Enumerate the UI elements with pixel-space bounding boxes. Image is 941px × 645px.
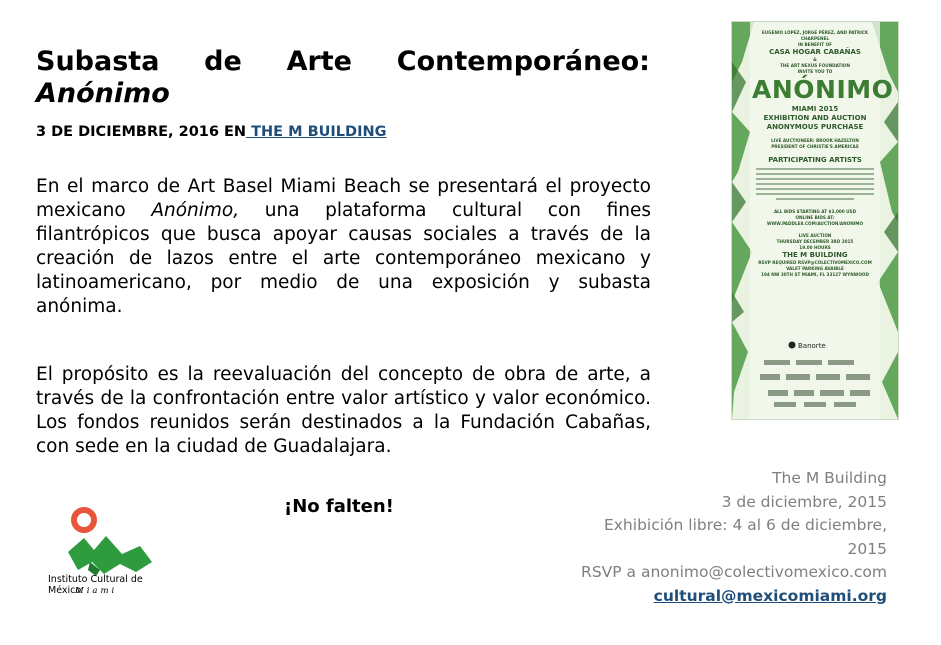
poster-online: ONLINE BIDS AT: <box>795 215 835 220</box>
poster-building: THE M BUILDING <box>782 251 848 259</box>
poster-hosts: EUGENIO LÓPEZ, JORGE PÉREZ, AND PATRICK CHARPENEL <box>761 30 869 41</box>
intro-text-start: En el marco de Art Basel Miami Beach se presentará el proyecto mexicano <box>36 176 651 221</box>
info-rsvp: RSVP a anonimo@colectivomexico.com <box>581 563 887 581</box>
poster-time: 19.00 HOURS <box>799 245 831 250</box>
contact-email-link[interactable]: cultural@mexicomiami.org <box>653 586 887 605</box>
info-date: 3 de diciembre, 2015 <box>721 492 887 511</box>
event-poster <box>731 21 899 420</box>
poster-president: PRESIDENT OF CHRISTIE'S AMERICAS <box>771 144 859 149</box>
call-to-action: ¡No falten! <box>284 496 394 517</box>
poster-thursday: THURSDAY DECEMBER 3RD 2015 <box>776 239 854 244</box>
title-line-2: Anónimo <box>36 78 170 109</box>
poster-valet: VALET PARKING AVAIBLE <box>786 266 844 271</box>
title-line-1 <box>36 46 650 78</box>
title-word: Contemporáneo: <box>396 46 650 77</box>
intro-text-end: una plataforma cultural con fines filantrópicos que busca apoyar causas sociales a través de la creación de lazos entre el arte contemporáneo mexicano y latinoamericano, por medio de una exposición y subasta anónima. <box>36 200 651 317</box>
intro-italic-name: Anónimo, <box>151 200 240 221</box>
poster-amp: & <box>813 57 817 62</box>
poster-rsvp: RSVP REQUIRED RSVP@COLECTIVOMEXICO.COM <box>758 260 872 265</box>
info-exhibition: Exhibición libre: 4 al 6 de diciembre, <box>603 516 887 534</box>
title-word: Arte <box>286 46 352 77</box>
title-word: de <box>204 46 242 77</box>
poster-artist-list-lines <box>752 165 878 205</box>
poster-foundation: THE ART NEXUS FOUNDATION <box>780 63 850 68</box>
poster-city-year: MIAMI 2015 <box>791 105 839 113</box>
poster-casa: CASA HOGAR CABAÑAS <box>769 48 861 56</box>
intro-paragraph <box>36 175 651 319</box>
poster-exhibition: EXHIBITION AND AUCTION <box>763 114 867 122</box>
event-date: 3 DE DICIEMBRE, 2016 EN <box>36 124 247 140</box>
event-info <box>567 467 887 608</box>
event-date-line <box>36 124 387 140</box>
title-word: Subasta <box>36 46 160 77</box>
poster-text <box>752 30 894 278</box>
poster-bids: ALL BIDS STARTING AT $3,000 USD <box>773 209 857 214</box>
sponsor-main: Banorte <box>798 342 826 350</box>
poster-benefit: IN BENEFIT OF <box>797 42 833 47</box>
info-exhibition-year: 2015 <box>847 539 887 558</box>
poster-live: LIVE AUCTION <box>798 233 832 238</box>
logo-name: Instituto Cultural de México <box>48 574 143 596</box>
poster-title: ANÓNIMO <box>752 75 894 104</box>
venue-link[interactable]: THE M BUILDING <box>246 124 387 140</box>
purpose-paragraph: El propósito es la reevaluación del concepto de obra de arte, a través de la confrontación entre valor artístico y valor económico. Los fondos reunidos serán destinados a la Fundación Cabañas, con sede en la ciudad de Guadalajara. <box>36 364 651 457</box>
poster-purchase: ANONYMOUS PURCHASE <box>766 123 864 131</box>
poster-participating: PARTICIPATING ARTISTS <box>768 156 862 164</box>
poster-url: WWW.PADDLE8.COM/AUCTION/ANONIMO <box>766 221 864 226</box>
info-venue: The M Building <box>772 469 887 487</box>
poster-invite: INVITE YOU TO <box>797 69 833 74</box>
poster-auctioneer: LIVE AUCTIONEER: BROOK HAZELTON <box>771 138 859 143</box>
poster-address: 194 NW 30TH ST MIAMI, FL 33127 WYNWOOD <box>761 272 869 277</box>
logo-subtitle: Miami <box>75 586 118 596</box>
page-title <box>36 46 650 110</box>
sponsor-logos <box>754 340 878 412</box>
